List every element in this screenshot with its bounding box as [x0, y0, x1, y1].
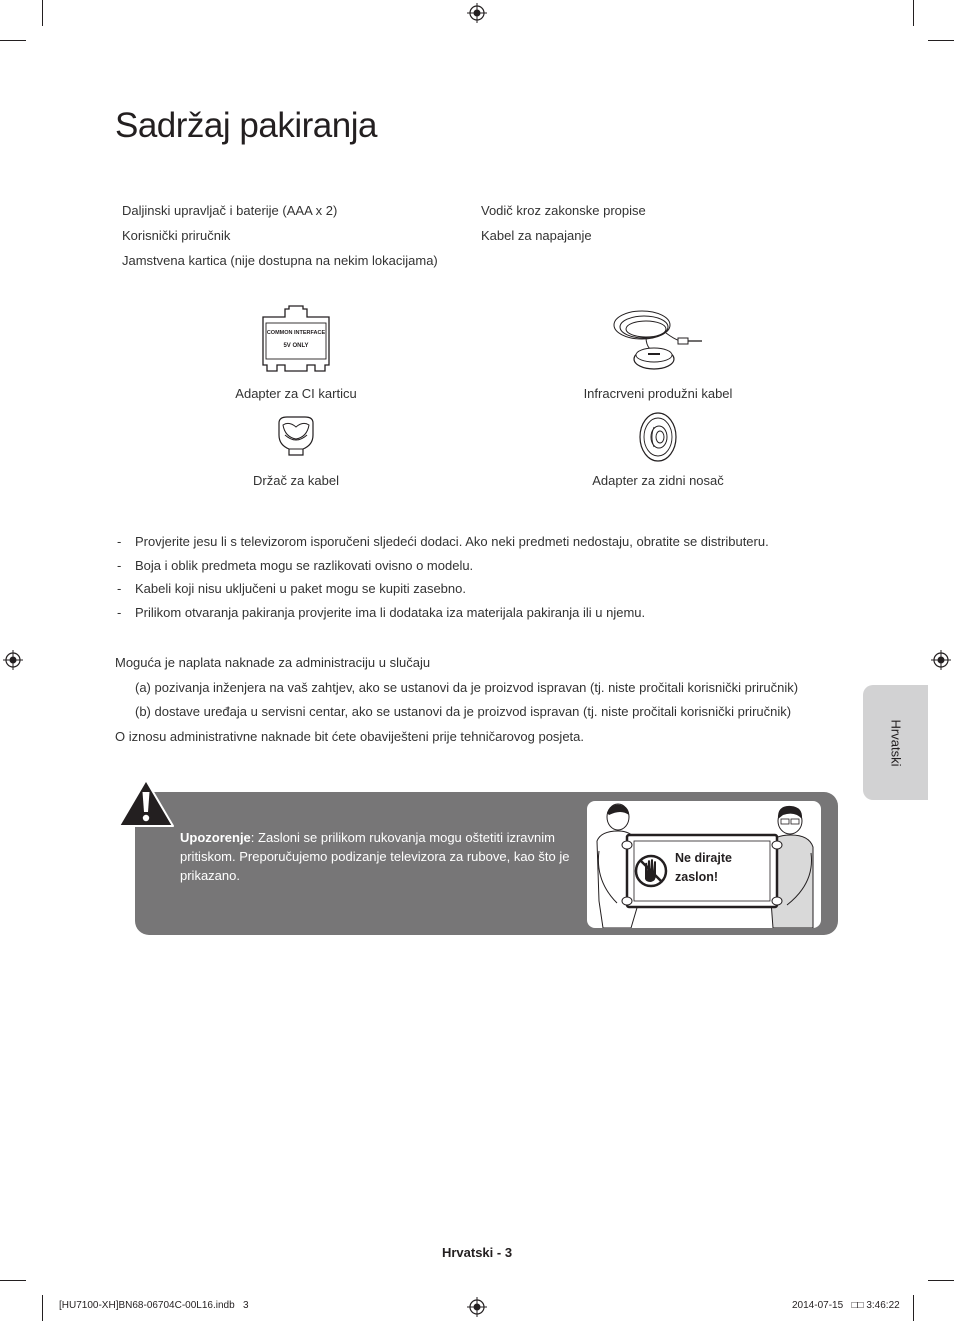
- note-text: Kabeli koji nisu uključeni u paket mogu se kupiti zasebno.: [135, 581, 466, 596]
- bullet: -: [117, 557, 122, 573]
- cable-holder-icon: [273, 413, 319, 459]
- people-holding-tv-illustration: [587, 801, 821, 928]
- ci-adapter-print-line2: 5V ONLY: [283, 343, 309, 349]
- side-tab-label: Hrvatski: [888, 719, 903, 766]
- ci-card-adapter-icon: [259, 305, 333, 375]
- package-contents-right: [481, 202, 646, 252]
- tv-handling-illustration: [587, 801, 821, 928]
- screen-sign-line2: zaslon!: [675, 870, 719, 884]
- crop-mark: [0, 1280, 26, 1281]
- crop-mark: [913, 1295, 914, 1321]
- ir-extension-cable-icon: [608, 305, 704, 375]
- list-item: [117, 534, 769, 558]
- note-text: Provjerite jesu li s televizorom isporučeni sljedeći dodaci. Ako neki predmeti nedostaju, obratite se distributeru.: [135, 534, 769, 549]
- bullet: -: [117, 534, 122, 549]
- list-item: [117, 605, 769, 629]
- admin-fee-item-b: (b) dostave uređaja u servisni centar, ako se ustanovi da je proizvod ispravan (tj. niste pročitali korisnički priručnik): [135, 704, 792, 719]
- crop-mark: [42, 1295, 43, 1321]
- registration-mark-icon: [3, 650, 23, 670]
- crop-mark: [42, 0, 43, 26]
- warning-triangle-icon: [117, 778, 175, 828]
- ci-adapter-print-line1: COMMON INTERFACE: [266, 330, 326, 336]
- footer-timestamp: 2014-07-15 □□ 3:46:22: [792, 1300, 900, 1311]
- bullet: -: [117, 581, 122, 596]
- list-item: Korisnički priručnik: [122, 228, 231, 243]
- page-title: Sadržaj pakiranja: [115, 106, 377, 145]
- admin-fee-outro: O iznosu administrativne naknade bit ćete obaviješteni prije tehničarovog posjeta.: [115, 728, 584, 744]
- page-number: Hrvatski - 3: [441, 1245, 513, 1260]
- admin-fee-intro: Moguća je naplata naknade za administraciju u slučaju: [115, 655, 431, 670]
- cable-holder-label: Držač za kabel: [253, 473, 339, 488]
- wall-mount-adapter-icon: [636, 411, 680, 463]
- screen-sign-line1: Ne dirajte: [675, 851, 732, 865]
- list-item: Daljinski upravljač i baterije (AAA x 2): [122, 203, 338, 218]
- notes-list: [117, 534, 769, 628]
- crop-mark: [928, 40, 954, 41]
- list-item: Jamstvena kartica (nije dostupna na nekim lokacijama): [122, 253, 438, 268]
- package-contents-left: [122, 202, 438, 277]
- language-side-tab: [863, 685, 928, 800]
- warning-label: Upozorenje: [180, 830, 251, 845]
- warning-text: [180, 828, 580, 885]
- ir-cable-label: Infracrveni produžni kabel: [583, 386, 733, 401]
- crop-mark: [913, 0, 914, 26]
- crop-mark: [0, 40, 26, 41]
- admin-fee-item-a: (a) pozivanja inženjera na vaš zahtjev, ako se ustanovi da je proizvod ispravan (tj. niste pročitali korisnički priručnik): [135, 679, 799, 695]
- bullet: -: [117, 604, 122, 620]
- list-item: Vodič kroz zakonske propise: [481, 203, 646, 218]
- registration-mark-icon: [467, 1297, 487, 1317]
- wall-adapter-label: Adapter za zidni nosač: [592, 473, 724, 488]
- warning-message: : Zasloni se prilikom rukovanja mogu oštetiti izravnim pritiskom. Preporučujemo podizanje televizora za rubove, kao što je prikazano.: [180, 830, 570, 883]
- crop-mark: [928, 1280, 954, 1281]
- list-item: [117, 581, 769, 605]
- footer-file: [HU7100-XH]BN68-06704C-00L16.indb 3: [59, 1300, 249, 1311]
- registration-mark-icon: [467, 3, 487, 23]
- admin-fee-section: [115, 655, 798, 753]
- registration-mark-icon: [931, 650, 951, 670]
- list-item: Kabel za napajanje: [481, 228, 592, 243]
- ci-adapter-label: Adapter za CI karticu: [235, 386, 357, 401]
- note-text: Prilikom otvaranja pakiranja provjerite ima li dodataka iza materijala pakiranja ili u njemu.: [135, 604, 646, 620]
- list-item: [117, 558, 769, 582]
- note-text: Boja i oblik predmeta mogu se razlikovati ovisno o modelu.: [135, 557, 474, 573]
